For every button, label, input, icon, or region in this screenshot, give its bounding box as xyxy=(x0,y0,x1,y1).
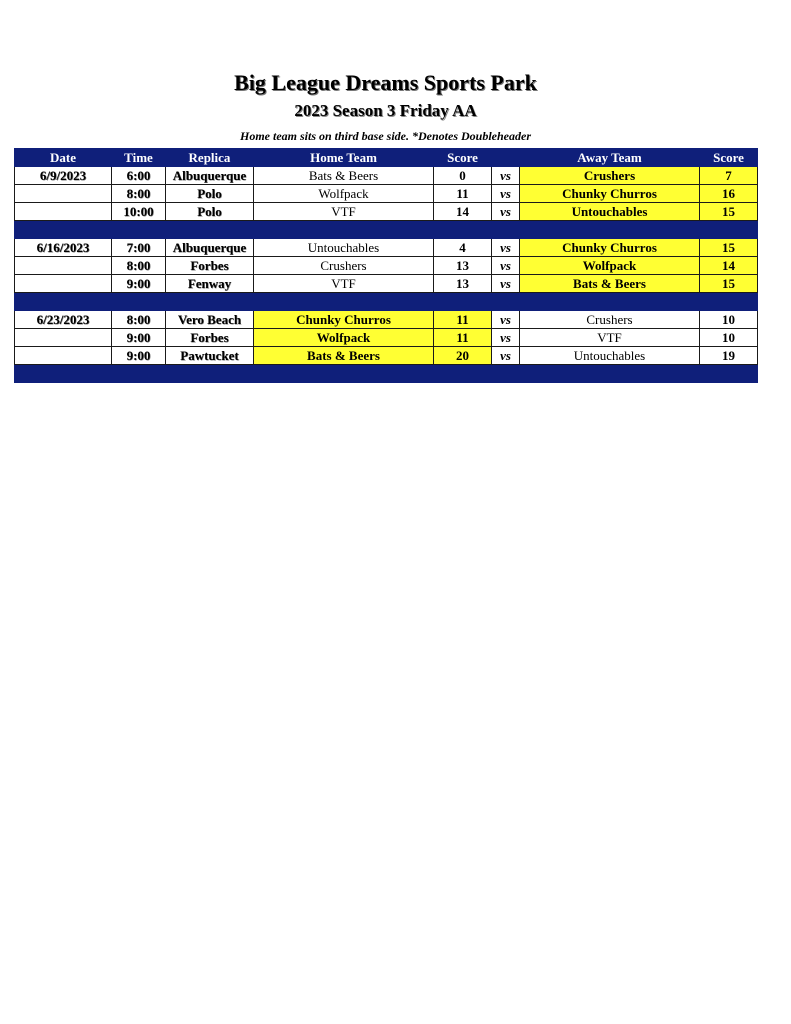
game-time: 8:00 xyxy=(112,185,166,203)
away-score: 15 xyxy=(700,203,758,221)
game-replica: Forbes xyxy=(166,329,254,347)
header-home-score: Score xyxy=(434,149,492,167)
vs-label: vs xyxy=(492,167,520,185)
game-time: 9:00 xyxy=(112,347,166,365)
away-team: Untouchables xyxy=(520,347,700,365)
header-away-team: Away Team xyxy=(520,149,700,167)
game-date: 6/16/2023 xyxy=(15,239,112,257)
table-row xyxy=(15,311,758,329)
game-replica: Vero Beach xyxy=(166,311,254,329)
table-row xyxy=(15,257,758,275)
game-time: 9:00 xyxy=(112,275,166,293)
schedule-table xyxy=(14,148,758,383)
away-team: Chunky Churros xyxy=(520,239,700,257)
away-score: 16 xyxy=(700,185,758,203)
away-score: 7 xyxy=(700,167,758,185)
header-date: Date xyxy=(15,149,112,167)
vs-label: vs xyxy=(492,185,520,203)
away-team: Crushers xyxy=(520,311,700,329)
vs-label: vs xyxy=(492,239,520,257)
game-date: 6/9/2023 xyxy=(15,167,112,185)
game-replica: Polo xyxy=(166,185,254,203)
game-time: 7:00 xyxy=(112,239,166,257)
table-row xyxy=(15,203,758,221)
home-score: 4 xyxy=(434,239,492,257)
header-vs xyxy=(492,149,520,167)
game-time: 9:00 xyxy=(112,329,166,347)
game-time: 10:00 xyxy=(112,203,166,221)
game-date xyxy=(15,257,112,275)
home-score: 14 xyxy=(434,203,492,221)
page-subtitle: 2023 Season 3 Friday AA xyxy=(294,101,477,120)
game-replica: Fenway xyxy=(166,275,254,293)
header-row xyxy=(15,149,758,167)
home-team: VTF xyxy=(254,203,434,221)
game-date xyxy=(15,329,112,347)
game-date xyxy=(15,185,112,203)
game-replica: Forbes xyxy=(166,257,254,275)
game-date xyxy=(15,275,112,293)
home-team: Untouchables xyxy=(254,239,434,257)
game-replica: Albuquerque xyxy=(166,167,254,185)
page-title: Big League Dreams Sports Park xyxy=(234,70,537,95)
away-score: 10 xyxy=(700,311,758,329)
schedule-note: Home team sits on third base side. *Denotes Doubleheader xyxy=(240,129,531,143)
table-row xyxy=(15,167,758,185)
vs-label: vs xyxy=(492,257,520,275)
game-replica: Pawtucket xyxy=(166,347,254,365)
home-score: 13 xyxy=(434,257,492,275)
header-replica: Replica xyxy=(166,149,254,167)
home-team: Bats & Beers xyxy=(254,167,434,185)
away-team: Wolfpack xyxy=(520,257,700,275)
home-team: VTF xyxy=(254,275,434,293)
away-team: Untouchables xyxy=(520,203,700,221)
vs-label: vs xyxy=(492,275,520,293)
away-team: VTF xyxy=(520,329,700,347)
game-date xyxy=(15,347,112,365)
away-team: Crushers xyxy=(520,167,700,185)
away-team: Bats & Beers xyxy=(520,275,700,293)
game-time: 6:00 xyxy=(112,167,166,185)
vs-label: vs xyxy=(492,329,520,347)
home-score: 11 xyxy=(434,329,492,347)
table-row xyxy=(15,275,758,293)
game-replica: Albuquerque xyxy=(166,239,254,257)
vs-label: vs xyxy=(492,203,520,221)
home-team: Crushers xyxy=(254,257,434,275)
header-home-team: Home Team xyxy=(254,149,434,167)
home-team: Chunky Churros xyxy=(254,311,434,329)
vs-label: vs xyxy=(492,347,520,365)
home-team: Bats & Beers xyxy=(254,347,434,365)
home-score: 20 xyxy=(434,347,492,365)
away-score: 14 xyxy=(700,257,758,275)
table-row xyxy=(15,185,758,203)
header-time: Time xyxy=(112,149,166,167)
away-team: Chunky Churros xyxy=(520,185,700,203)
week-separator xyxy=(15,221,758,239)
table-row xyxy=(15,347,758,365)
game-date: 6/23/2023 xyxy=(15,311,112,329)
away-score: 10 xyxy=(700,329,758,347)
away-score: 15 xyxy=(700,275,758,293)
vs-label: vs xyxy=(492,311,520,329)
game-date xyxy=(15,203,112,221)
table-row xyxy=(15,239,758,257)
away-score: 19 xyxy=(700,347,758,365)
game-replica: Polo xyxy=(166,203,254,221)
home-score: 11 xyxy=(434,185,492,203)
game-time: 8:00 xyxy=(112,257,166,275)
week-separator xyxy=(15,365,758,383)
header-away-score: Score xyxy=(700,149,758,167)
home-score: 11 xyxy=(434,311,492,329)
game-time: 8:00 xyxy=(112,311,166,329)
away-score: 15 xyxy=(700,239,758,257)
home-score: 13 xyxy=(434,275,492,293)
table-row xyxy=(15,329,758,347)
home-team: Wolfpack xyxy=(254,185,434,203)
home-team: Wolfpack xyxy=(254,329,434,347)
week-separator xyxy=(15,293,758,311)
home-score: 0 xyxy=(434,167,492,185)
